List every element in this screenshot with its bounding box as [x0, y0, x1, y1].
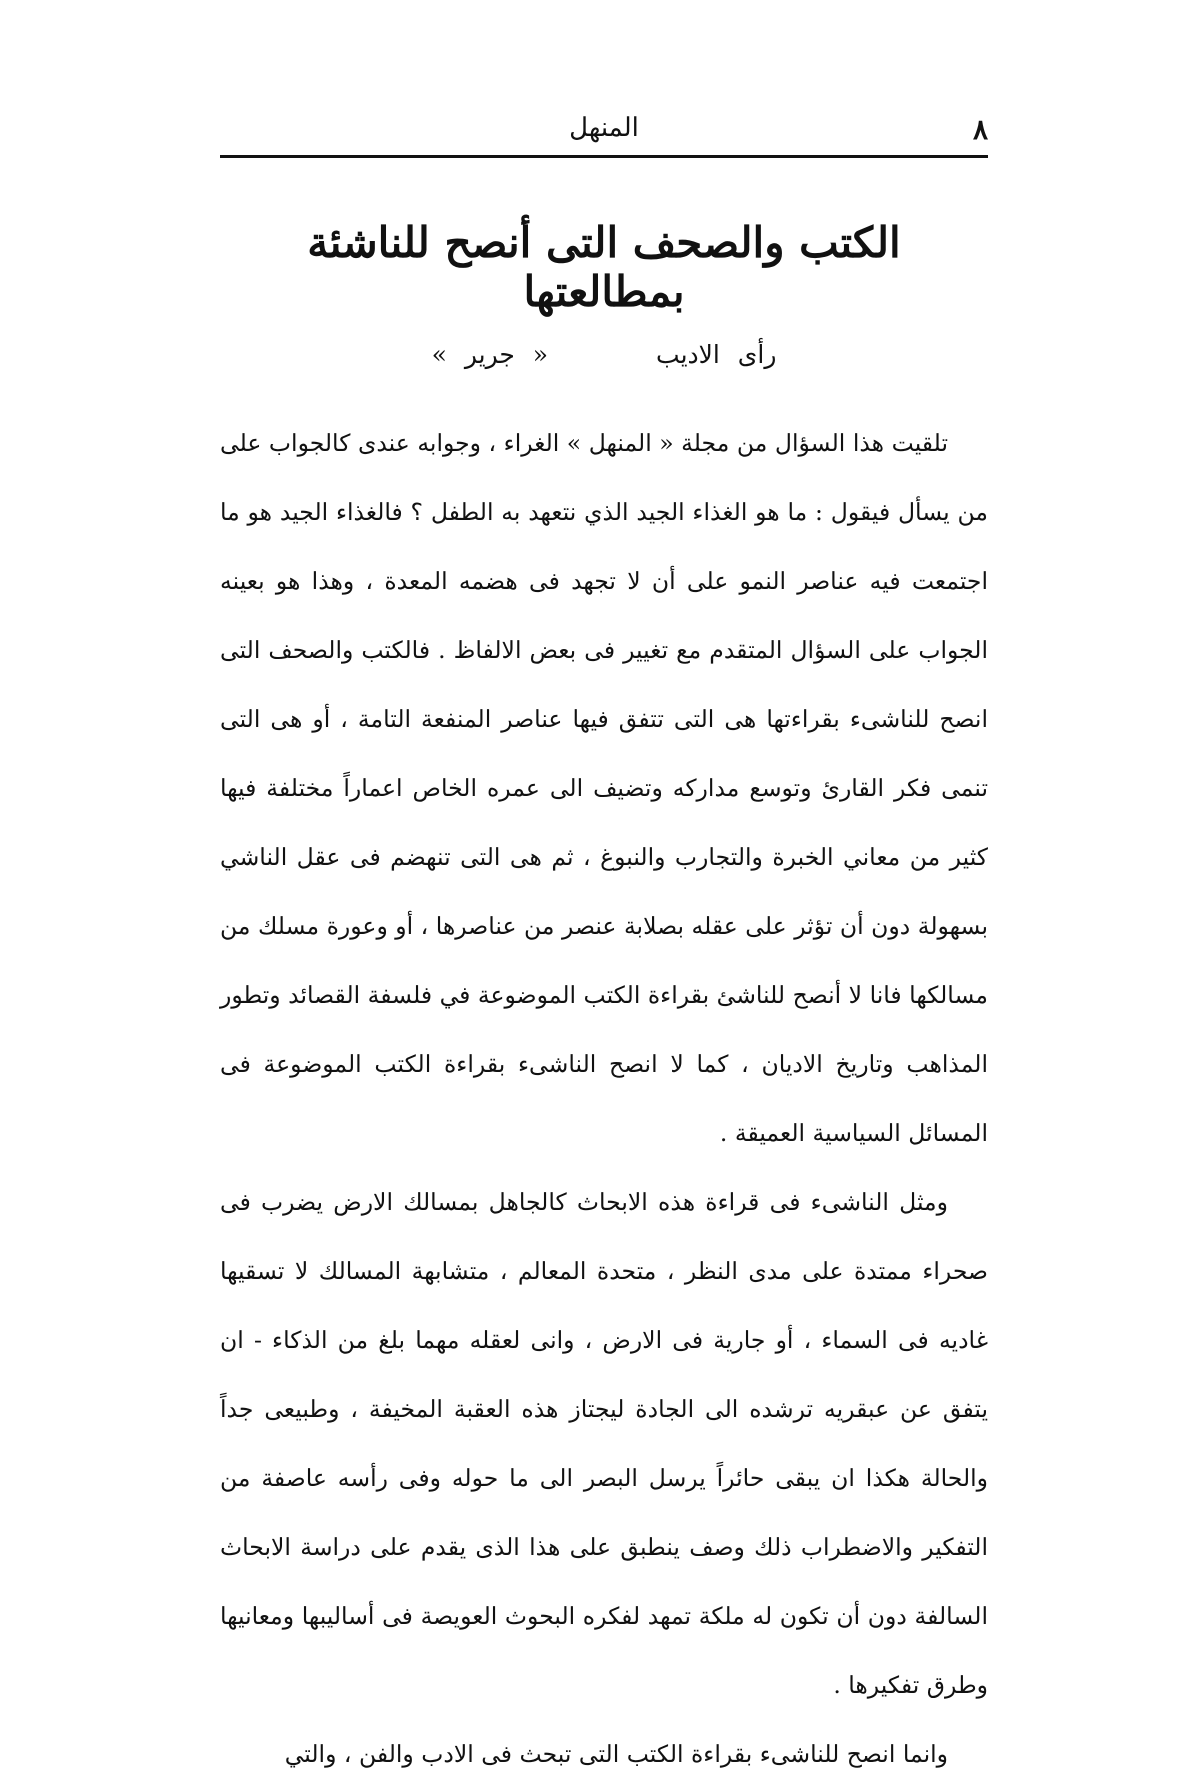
page-number: ٨: [972, 113, 988, 146]
author-name: « جرير »: [431, 340, 549, 369]
paragraph: تلقيت هذا السؤال من مجلة « المنهل » الغراء ، وجوابه عندى كالجواب على من يسأل فيقول : ما هو الغذاء الجيد الذي نتعهد به الطفل ؟ فالغذاء الجيد هو ما اجتمعت فيه عناصر النمو على أن لا تجهد فى هضمه المعدة ، وهذا هو بعينه الجواب على السؤال المتقدم مع تغيير فى بعض الالفاظ . فالكتب والصحف التى انصح للناشىء بقراءتها هى التى تتفق فيها عناصر المنفعة التامة ، أو هى التى تنمى فكر القارئ وتوسع مداركه وتضيف الى عمره الخاص اعماراً مختلفة فيها كثير من معاني الخبرة والتجارب والنبوغ ، ثم هى التى تنهضم فى عقل الناشي بسهولة دون أن تؤثر على عقله بصلابة عنصر من عناصرها ، أو وعورة مسلك من مسالكها فانا لا أنصح للناشئ بقراءة الكتب الموضوعة في فلسفة القصائد وتطور المذاهب وتاريخ الاديان ، كما لا انصح الناشىء بقراءة الكتب الموضوعة فى المسائل السياسية العميقة .: [220, 429, 988, 1147]
paragraph: وانما انصح للناشىء بقراءة الكتب التى تبحث فى الادب والفن ، والتي: [284, 1740, 948, 1768]
article-title: الكتب والصحف التى أنصح للناشئة بمطالعتها: [307, 218, 901, 316]
paragraph: ومثل الناشىء فى قراءة هذه الابحاث كالجاهل بمسالك الارض يضرب فى صحراء ممتدة على مدى النظر ، متحدة المعالم ، متشابهة المسالك لا تسقيها غاديه فى السماء ، أو جارية فى الارض ، وانى لعقله مهما بلغ من الذكاء - ان يتفق عن عبقريه ترشده الى الجادة ليجتاز هذه العقبة المخيفة ، وطبيعى جداً والحالة هكذا ان يبقى حائراً يرسل البصر الى ما حوله وفى رأسه عاصفة من التفكير والاضطراب ذلك وصف ينطبق على هذا الذى يقدم على دراسة الابحاث السالفة دون أن تكون له ملكة تمهد لفكره البحوث العويصة فى أساليبها ومعانيها وطرق تفكيرها .: [220, 1188, 988, 1699]
byline-prefix: رأى الاديب: [656, 340, 777, 369]
journal-name: المنهل: [569, 113, 639, 143]
byline: [220, 340, 988, 369]
document-page: [220, 95, 988, 1768]
running-header: [220, 95, 988, 158]
article-body: [220, 409, 988, 1789]
